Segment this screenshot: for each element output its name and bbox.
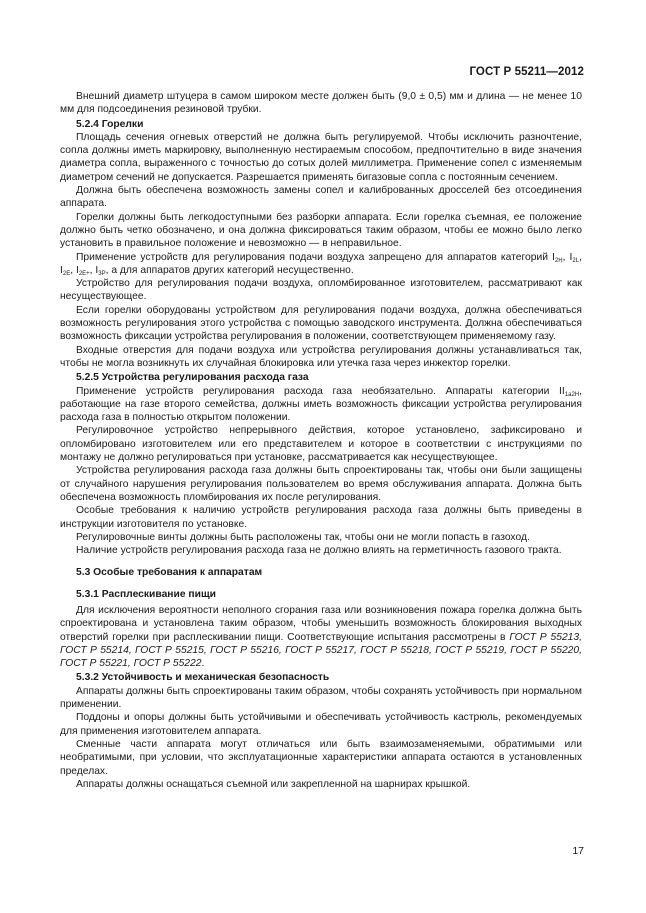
section-heading-5-3-1: 5.3.1 Расплескивание пищи <box>76 588 216 600</box>
text-fragment: , а для аппаратов других категорий несущественно. <box>105 264 354 276</box>
text-fragment: Применение устройств регулирования расхода газа необязательно. Аппараты категории II <box>76 385 565 397</box>
category-subscript: 2L <box>572 257 580 264</box>
page-number: 17 <box>572 845 584 857</box>
paragraph: Сменные части аппарата могут отличаться или быть взаимозаменяемыми, обратимыми или необратимыми, при условии, что эксплуатационные характеристики аппарата остаются в установленных пределах. <box>60 738 582 777</box>
paragraph: Регулировочные винты должны быть расположены так, чтобы они не могли попасть в газоход. <box>76 531 530 543</box>
paragraph: Особые требования к наличию устройств регулирования расхода газа должны быть приведены в инструкции изготовителя по установке. <box>60 505 582 530</box>
paragraph: Входные отверстия для подачи воздуха или устройства регулирования должны устанавливаться так, чтобы не могла возникнуть их случайная блокировка или утечка газа через инжектор горелки. <box>60 344 582 369</box>
paragraph-gas-flow <box>60 385 582 425</box>
paragraph: Устройство для регулирования подачи воздуха, опломбированное изготовителем, рассматривают как несуществующее. <box>60 278 582 303</box>
text-fragment: Применение устройств для регулирования подачи воздуха запрещено для аппаратов категорий I <box>76 251 555 263</box>
text-fragment: . <box>201 658 205 670</box>
standard-references: ГОСТ Р 55213, ГОСТ Р 55214, ГОСТ Р 55215, ГОСТ Р 55216, ГОСТ Р 55217, ГОСТ Р 55218, ГОСТ Р 55219, ГОСТ Р 55220, ГОСТ Р 55221, ГОСТ Р 55222 <box>60 631 582 670</box>
section-heading-5-3: 5.3 Особые требования к аппаратам <box>76 567 263 579</box>
paragraph-food-spill <box>60 604 582 670</box>
paragraph: Должна быть обеспечена возможность замены сопел и калиброванных дросселей без отсоединения аппарата. <box>60 185 582 210</box>
category-subscript: 2H <box>554 257 563 264</box>
paragraph: Горелки должны быть легкодоступными без разборки аппарата. Если горелка съемная, ее положение должно быть четко обозначено, и она должна фиксироваться таким образом, чтобы ее можно было легко установить в правильное положение и невозможно — в неправильное. <box>60 211 582 250</box>
text-fragment: , работающие на газе второго семейства, должны иметь возможность фиксации устройства регулирования расхода газа в полностью открытом положении. <box>60 385 582 424</box>
category-subscript: 2E+ <box>78 270 90 277</box>
paragraph: Поддоны и опоры должны быть устойчивыми и обеспечивать устойчивость кастрюль, рекомендуемых для применения изготовителем аппарата. <box>60 712 582 737</box>
paragraph: Регулировочное устройство непрерывного действия, которое установлено, зафиксировано и опломбировано изготовителем или его представителем и которое в соответствии с инструкциями по монтажу не должно регулироваться при установке, рассматривается как несуществующее. <box>60 425 582 464</box>
paragraph: Аппараты должны быть спроектированы таким образом, чтобы сохранять устойчивость при нормальном применении. <box>60 685 582 711</box>
section-heading-5-2-4: 5.2.4 Горелки <box>76 118 144 130</box>
category-subscript: 2E <box>62 270 71 277</box>
paragraph: Устройства регулирования расхода газа должны быть спроектированы так, чтобы они были защищены от случайного нарушения регулирования пользователем во время обслуживания аппарата. Должна быть обеспечена возможность пломбирования их после регулирования. <box>60 465 582 503</box>
paragraph: Наличие устройств регулирования расхода газа не должно влиять на герметичность газового тракта. <box>76 545 562 557</box>
category-subscript: 3P <box>98 270 106 277</box>
text-fragment: Для исключения вероятности неполного сгорания газа или возникновения пожара горелка должна быть спроектирована и установлена таким образом, чтобы уменьшить возможность блокирования выходных отверстий горелки при расплескивании пищи. Соответствующие испытания рассмотрены в <box>60 604 582 643</box>
category-subscript: 1a2H <box>564 391 580 398</box>
paragraph-air-regulation: Применение устройств для регулирования подачи воздуха запрещено для аппаратов категорий $I_{2H}$, $I_{2L}$, $I_{2E}$, $I_{2E+}$, $I_{3P}$, а для аппаратов других категорий несущественно. <box>60 251 582 277</box>
paragraph: Внешний диаметр штуцера в самом широком месте должен быть (9,0 ± 0,5) мм и длина — не менее 10 мм для подсоединения резиновой трубки. <box>60 91 582 116</box>
section-heading-5-3-2: 5.3.2 Устойчивость и механическая безопасность <box>76 672 330 684</box>
paragraph: Если горелки оборудованы устройством для регулирования подачи воздуха, должна обеспечиваться возможность регулирования этого устройства с помощью заводского инструмента. Должна обеспечиваться возможность фиксации устройства регулирования в положении, соответствующем применяемому газу. <box>60 304 582 343</box>
paragraph: Аппараты должны оснащаться съемной или закрепленной на шарнирах крышкой. <box>76 778 471 790</box>
section-heading-5-2-5: 5.2.5 Устройства регулирования расхода газа <box>76 372 309 384</box>
document-body <box>60 90 582 791</box>
paragraph: Площадь сечения огневых отверстий не должна быть регулируемой. Чтобы исключить разночтение, сопла должны иметь маркировку, выполненную нестираемым способом, предпочтительно в виде значения диаметра сопла, выраженного с точностью до сотых долей миллиметра. Применение сопел с изменяемым диаметром сечений не допускается. Разрешается применять бигазовые сопла с постоянным сечением. <box>60 131 582 183</box>
document-code-header: ГОСТ Р 55211—2012 <box>469 66 584 78</box>
